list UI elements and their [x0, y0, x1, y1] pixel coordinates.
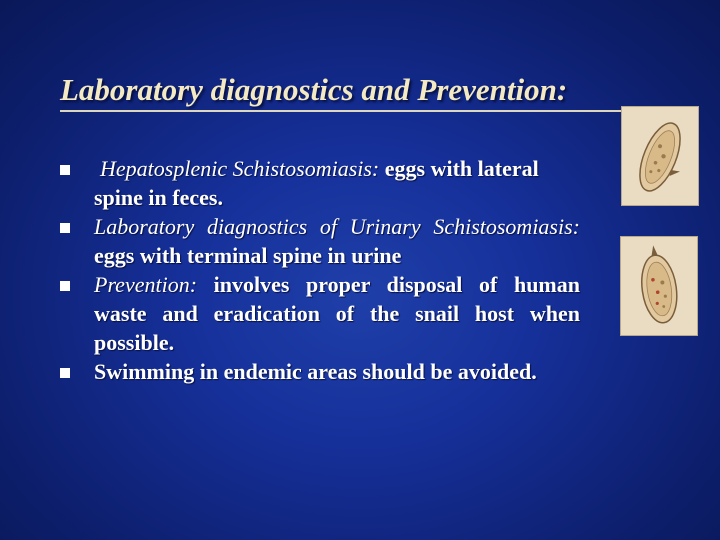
- egg-lateral-spine-illustration: [622, 107, 698, 205]
- bullet-urinary: [60, 212, 580, 270]
- bullet-square-icon: [60, 165, 70, 175]
- bullet-square-icon: [60, 281, 70, 291]
- bullet-text: Swimming in endemic areas should be avoided.: [94, 359, 537, 384]
- egg-lateral-spine-image: [621, 106, 699, 206]
- bullet-emphasis: Prevention:: [94, 272, 198, 297]
- bullet-emphasis: Laboratory diagnostics of Urinary Schistosomiasis:: [94, 214, 580, 239]
- bullet-list: [60, 154, 580, 386]
- bullet-square-icon: [60, 223, 70, 233]
- egg-terminal-spine-illustration: [621, 237, 697, 335]
- title-underline: [60, 110, 648, 112]
- bullet-text: eggs with terminal spine in urine: [94, 243, 402, 268]
- bullet-text: involves proper disposal of human waste and eradication of the snail host when possible.: [94, 272, 580, 355]
- bullet-hepatosplenic: [60, 154, 580, 212]
- bullet-swimming: [60, 357, 580, 386]
- bullet-emphasis: Hepatosplenic Schistosomiasis:: [100, 156, 380, 181]
- slide-title: Laboratory diagnostics and Prevention:: [60, 72, 568, 107]
- bullet-square-icon: [60, 368, 70, 378]
- bullet-prevention: [60, 270, 580, 357]
- bullet-text: eggs with lateral spine in feces.: [94, 156, 539, 210]
- egg-terminal-spine-image: [620, 236, 698, 336]
